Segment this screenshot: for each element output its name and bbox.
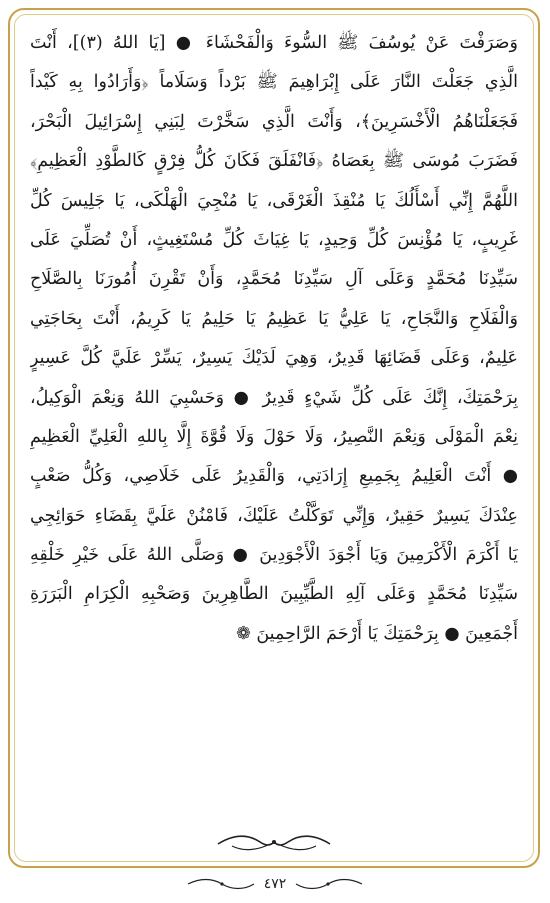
prayer-text-block [30, 24, 518, 654]
text-line: عِنْدَكَ يَسِيرٌ حَقِيرٌ، وَإِنِّي تَوَكَّلْتُ عَلَيْكَ، فَامْنُنْ عَلَيَّ بِقَضَاءِ حَوَائِجِي [30, 505, 518, 526]
text-line: وَصَرَفْتَ عَنْ يُوسُفَ ﷺ السُّوءَ وَالْفَحْشَاءَ ● [يَا اللهُ (٣)]، أَنْتَ [30, 33, 518, 53]
text-line: بِرَحْمَتِكَ، إِنَّكَ عَلَى كُلِّ شَيْءٍ قَدِيرٌ ● وَحَسْبِيَ اللهُ وَنِعْمَ الْوَكِيلُ، [30, 387, 518, 408]
page-footer [0, 872, 550, 896]
footer-flourish-right-icon [186, 877, 256, 891]
page-number: ٤٧٢ [263, 876, 287, 892]
text-line: سَيِّدِنَا مُحَمَّدٍ وَعَلَى آلِ سَيِّدِنَا مُحَمَّدٍ، وَأَنْ تَقْرِنَ أُمُورَنَا بِالصَّلَاحِ [30, 269, 518, 290]
text-line: عَلِيمٌ، وَعَلَى قَضَائِهَا قَدِيرٌ، وَهِيَ لَدَيْكَ يَسِيرٌ، يَسِّرْ عَلَيَّ كُلَّ عَسِيرٍ [30, 348, 518, 369]
footer-flourish-left-icon [294, 877, 364, 891]
text-line: سَيِّدِنَا مُحَمَّدٍ وَعَلَى آلِهِ الطَّيِّبِينَ الطَّاهِرِينَ وَصَحْبِهِ الْكِرَامِ الْبَرَرَةِ [30, 584, 518, 605]
text-line: غَرِيبٍ، يَا مُؤْنِسَ كُلِّ وَحِيدٍ، يَا غِيَاثَ كُلِّ مُسْتَغِيثٍ، أَنْ تُصَلِّيَ عَلَى [30, 229, 518, 250]
text-line: نِعْمَ الْمَوْلَى وَنِعْمَ النَّصِيرُ، وَلَا حَوْلَ وَلَا قُوَّةَ إِلَّا بِاللهِ الْعَلِيِّ الْعَظِيمِ [30, 426, 518, 447]
text-line: وَالْفَلَاحِ وَالنَّجَاحِ، يَا عَلِيُّ يَا عَظِيمُ يَا حَلِيمُ يَا كَرِيمُ، أَنْتَ بِحَاجَتِي [30, 308, 518, 329]
text-line: أَجْمَعِينَ ● بِرَحْمَتِكَ يَا أَرْحَمَ الرَّاحِمِينَ ❁ [236, 623, 518, 644]
ornament-divider [10, 828, 538, 856]
text-line: ● أَنْتَ الْعَلِيمُ بِجَمِيعِ إِرَادَتِي، وَالْقَدِيرُ عَلَى خَلَاصِي، وَكُلُّ صَعْبٍ [30, 466, 518, 487]
text-line: اللَّهُمَّ إِنِّي أَسْأَلُكَ يَا مُنْقِذَ الْغَرْقَى، يَا مُنْجِيَ الْهَلْكَى، يَا جَلِيسَ كُلِّ [30, 190, 518, 211]
text-line: فَضَرَبَ مُوسَى ﷺ بِعَصَاهُ ﴿فَانْفَلَقَ فَكَانَ كُلُّ فِرْقٍ كَالطَّوْدِ الْعَظِيمِ﴾ [30, 151, 518, 172]
text-line: الَّذِي جَعَلْتَ النَّارَ عَلَى إِبْرَاهِيمَ ﷺ بَرْداً وَسَلَاماً ﴿وَأَرَادُوا بِهِ كَيْداً [30, 72, 518, 93]
page-frame [8, 8, 540, 868]
text-line: فَجَعَلْنَاهُمُ الْأَخْسَرِينَ﴾، وَأَنْتَ الَّذِي سَخَّرْتَ لِبَنِي إِسْرَائِيلَ الْبَحْرَ، [30, 111, 518, 132]
flourish-ornament-icon [214, 830, 334, 854]
text-line: يَا أَكْرَمَ الْأَكْرَمِينَ وَيَا أَجْوَدَ الْأَجْوَدِينَ ● وَصَلَّى اللهُ عَلَى خَيْرِ خَلْقِهِ [30, 545, 518, 566]
